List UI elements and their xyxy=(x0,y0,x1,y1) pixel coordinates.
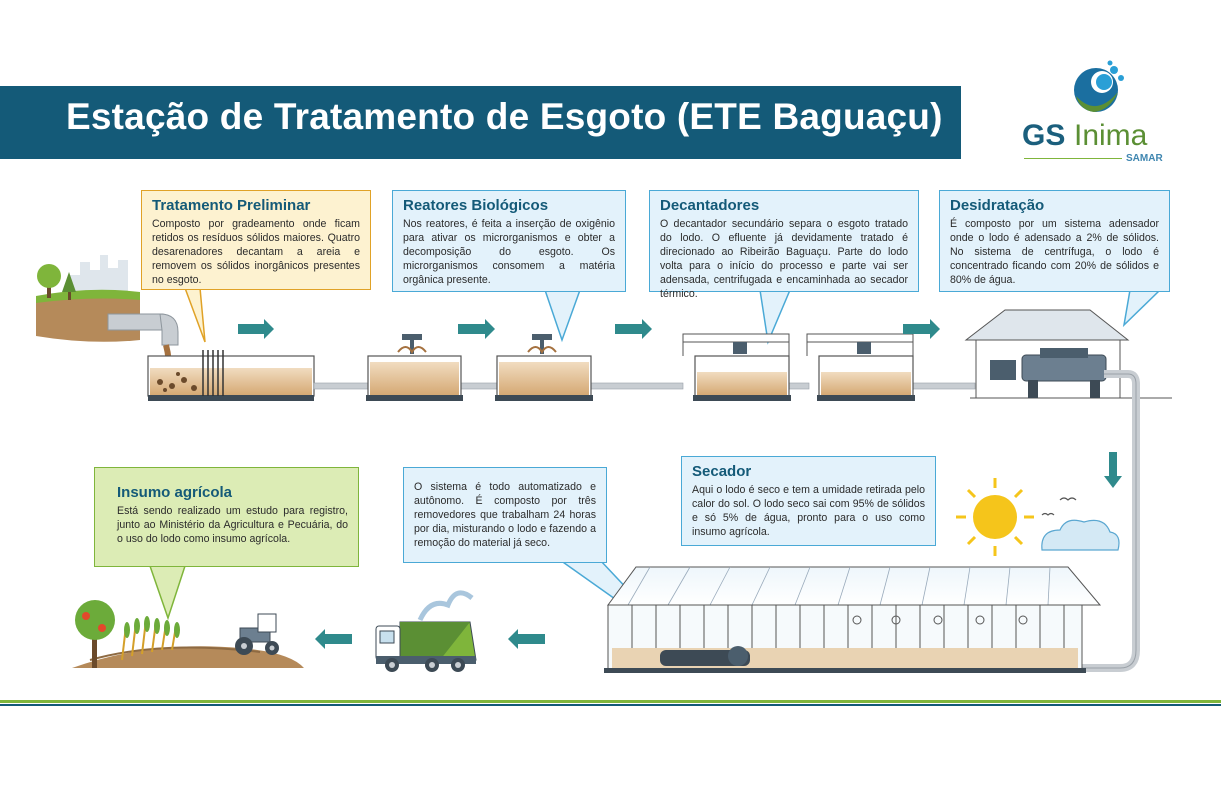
step-title: Secador xyxy=(692,463,752,480)
aerator-icon xyxy=(528,334,556,354)
bird-icon xyxy=(1042,498,1076,515)
cloud-icon xyxy=(1042,520,1119,550)
box-decantadores xyxy=(649,190,919,300)
logo-inima: Inima xyxy=(1074,119,1148,152)
logo-samar: SAMAR xyxy=(1126,153,1163,164)
box-insumo-agricola xyxy=(94,467,359,567)
box-desidratacao xyxy=(939,190,1170,292)
box-automacao xyxy=(403,467,607,563)
reactor-2 xyxy=(495,356,593,401)
aerator-icon xyxy=(398,334,426,354)
centrifuge-building-icon xyxy=(966,310,1128,398)
step-text: Está sendo realizado um estudo para registro, junto ao Ministério da Agricultura e Pecuária, do o uso do lodo como insumo agrícola. xyxy=(117,505,348,545)
step-title: Desidratação xyxy=(950,197,1045,214)
clarifier-tank-icon xyxy=(683,334,791,401)
box-tratamento-preliminar xyxy=(141,190,371,290)
clarifier-tank-icon xyxy=(807,334,915,401)
footer-lines xyxy=(0,700,1221,706)
step-text: É composto por um sistema adensador onde o lodo é adensado a 2% de sólidos. No sistema de centrífuga, o lodo é concentrado ficando com 20% de sólidos e 80% de água. xyxy=(950,218,1159,286)
reactor-1 xyxy=(366,356,463,401)
logo-gs: GS xyxy=(1022,119,1066,152)
greenhouse-dryer-icon xyxy=(604,567,1100,673)
step-text: Composto por gradeamento onde ficam retidos os resíduos sólidos maiores. Quatro desarenadores decantam a areia e removem os sólidos inorgânicos presentes no esgoto. xyxy=(152,218,360,286)
step-title: Tratamento Preliminar xyxy=(152,197,311,214)
box-secador xyxy=(681,456,936,546)
step-title: Decantadores xyxy=(660,197,760,214)
page-title: Estação de Tratamento de Esgoto (ETE Baguaçu) xyxy=(66,96,943,137)
step-text: Aqui o lodo é seco e tem a umidade retirada pelo calor do sol. O lodo seco sai com 95% de sólidos e só 5% de água, pronto para o uso como insumo agrícola. xyxy=(692,484,925,538)
dump-truck-icon xyxy=(376,593,476,672)
step-text: O sistema é todo automatizado e autônomo. É composto por três removedores que trabalham 24 horas por dia, misturando o lodo e fazendo a remoção do material já seco. xyxy=(414,481,596,549)
step-title: Insumo agrícola xyxy=(117,484,233,501)
step-title: Reatores Biológicos xyxy=(403,197,549,214)
step-text: O decantador secundário separa o esgoto tratado do lodo. O efluente já devidamente tratado é direcionado ao Ribeirão Baguaçu. Parte do lodo volta para o início do processo e parte vai ser adensada, centrifugada e encaminhada ao secador térmico. xyxy=(660,218,908,300)
box-reatores-biologicos xyxy=(392,190,626,292)
tractor-icon xyxy=(235,614,279,655)
step-text: Nos reatores, é feita a inserção de oxigênio para ativar os microrganismos e obter a decomposição do esgoto. Os microrganismos consomem a matéria orgânica presente. xyxy=(403,218,615,286)
preliminary-tank xyxy=(148,356,314,401)
sun-icon xyxy=(956,478,1034,556)
